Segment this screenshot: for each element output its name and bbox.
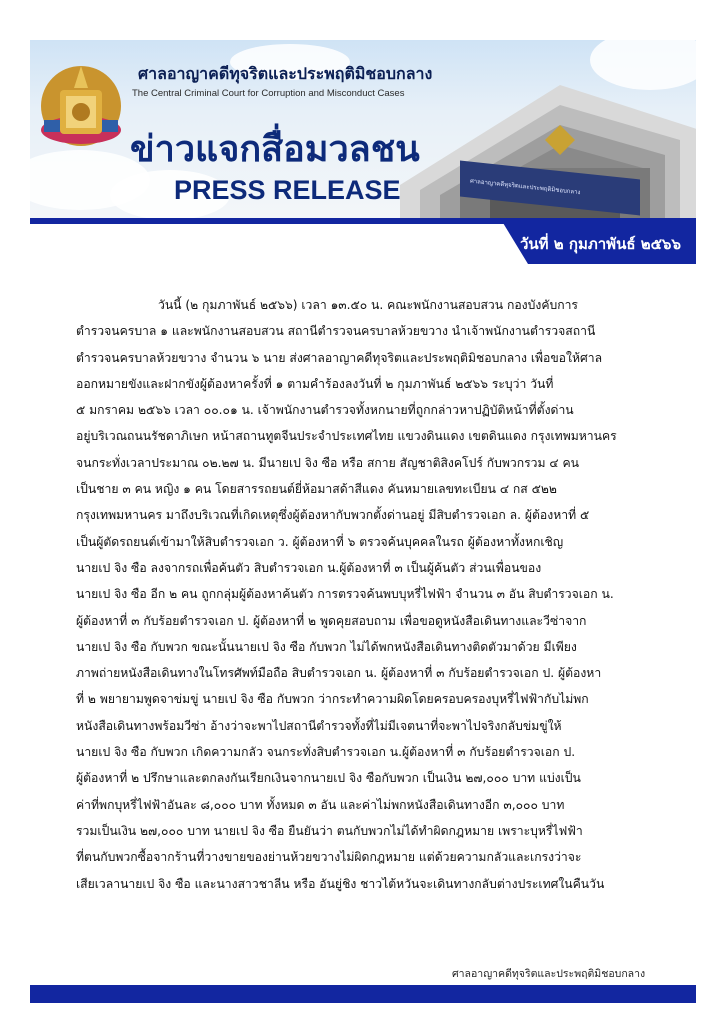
press-release-body xyxy=(76,292,652,897)
body-line: นายเป จิง ซือ ลงจากรถเพื่อค้นตัว สิบตำรวจเอก น.ผู้ต้องหาที่ ๓ เป็นผู้ค้นตัว ส่วนเพื่อนของ xyxy=(76,560,542,575)
body-line: ออกหมายขังและฝากขังผู้ต้องหาครั้งที่ ๑ ตามคำร้องลงวันที่ ๒ กุมภาพันธ์ ๒๕๖๖ ระบุว่า วันที่ xyxy=(76,376,554,391)
footer-court-name: ศาลอาญาคดีทุจริตและประพฤติมิชอบกลาง xyxy=(452,968,646,980)
building-sign: ศาลอาญาคดีทุจริตและประพฤติมิชอบกลาง xyxy=(460,161,640,216)
body-line: ค่าที่พกบุหรี่ไฟฟ้าอันละ ๘,๐๐๐ บาท ทั้งหมด ๓ อัน และค่าไม่พกหนังสือเดินทางอีก ๓,๐๐๐ บาท xyxy=(76,797,565,812)
body-line: ที่ตนกับพวกซื้อจากร้านที่วางขายของย่านห้วยขวางไม่ผิดกฎหมาย แต่ด้วยความกลัวและเกรงว่าจะ xyxy=(76,850,582,865)
body-line: ๕ มกราคม ๒๕๖๖ เวลา ๐๐.๐๑ น. เจ้าพนักงานตำรวจทั้งหกนายที่ถูกกล่าวหาปฏิบัติหน้าที่ตั้งด่าน xyxy=(76,403,574,418)
footer-bar xyxy=(30,985,696,1003)
release-date: วันที่ ๒ กุมภาพันธ์ ๒๕๖๖ xyxy=(520,235,681,253)
body-line: รวมเป็นเงิน ๒๗,๐๐๐ บาท นายเป จิง ซือ ยืนยันว่า ตนกับพวกไม่ได้ทำผิดกฎหมาย เพราะบุหรี่ไฟฟ้า xyxy=(76,823,583,838)
body-line: จนกระทั่งเวลาประมาณ ๐๒.๒๗ น. มีนายเป จิง ซือ หรือ สกาย สัญชาติสิงคโปร์ กับพวกรวม ๔ คน xyxy=(76,455,579,470)
press-release-title-thai: ข่าวแจกสื่อมวลชน xyxy=(130,129,420,170)
body-line: อยู่บริเวณถนนรัชดาภิเษก หน้าสถานทูตจีนประจำประเทศไทย แขวงดินแดง เขตดินแดง กรุงเทพมหานคร xyxy=(76,429,617,444)
body-line: เป็นชาย ๓ คน หญิง ๑ คน โดยสารรถยนต์ยี่ห้อมาสด้าสีแดง คันหมายเลขทะเบียน ๔ กส ๕๒๒ xyxy=(76,482,557,497)
body-line: วันนี้ (๒ กุมภาพันธ์ ๒๕๖๖) เวลา ๑๓.๕๐ น. คณะพนักงานสอบสวน กองบังคับการ xyxy=(158,298,578,312)
body-line: นายเป จิง ซือ อีก ๒ คน ถูกกลุ่มผู้ต้องหาค้นตัว การตรวจค้นพบบุหรี่ไฟฟ้า จำนวน ๓ อัน สิบตำรวจเอก น. xyxy=(76,587,614,602)
court-name-thai: ศาลอาญาคดีทุจริตและประพฤติมิชอบกลาง xyxy=(138,64,433,83)
header-banner xyxy=(30,40,696,218)
body-line: นายเป จิง ซือ กับพวก เกิดความกลัว จนกระทั่งสิบตำรวจเอก น.ผู้ต้องหาที่ ๓ กับร้อยตำรวจเอก ป. xyxy=(76,745,576,760)
press-release-title-english: PRESS RELEASE xyxy=(174,175,401,205)
body-line: หนังสือเดินทางพร้อมวีซ่า อ้างว่าจะพาไปสถานีตำรวจทั้งที่ไม่มีเจตนาที่จะพาไปจริงกลับข่มขู่ให้ xyxy=(76,718,562,733)
body-line: ที่ ๒ พยายามพูดจาข่มขู่ นายเป จิง ซือ กับพวก ว่ากระทำความผิดโดยครอบครองบุหรี่ไฟฟ้ากับไม่พก xyxy=(76,692,589,707)
body-line: ผู้ต้องหาที่ ๓ กับร้อยตำรวจเอก ป. ผู้ต้องหาที่ ๒ พูดคุยสอบถาม เพื่อขอดูหนังสือเดินทางและวีซ่าจาก xyxy=(76,613,587,628)
body-line: ผู้ต้องหาที่ ๒ ปรึกษาและตกลงกันเรียกเงินจากนายเป จิง ซือกับพวก เป็นเงิน ๒๗,๐๐๐ บาท แบ่งเป็น xyxy=(76,771,581,786)
body-line: ตำรวจนครบาล ๑ และพนักงานสอบสวน สถานีตำรวจนครบาลห้วยขวาง นำเจ้าพนักงานตำรวจสถานี xyxy=(76,324,596,339)
body-line: ตำรวจนครบาลห้วยขวาง จำนวน ๖ นาย ส่งศาลอาญาคดีทุจริตและประพฤติมิชอบกลาง เพื่อขอให้ศาล xyxy=(76,350,603,365)
body-line: เสียเวลานายเป จิง ซือ และนางสาวชาลีน หรือ อันยู่ชิง ชาวไต้หวันจะเดินทางกลับต่างประเทศในคืนวัน xyxy=(76,876,605,891)
court-name-english: The Central Criminal Court for Corruption and Misconduct Cases xyxy=(132,88,405,99)
body-line: ภาพถ่ายหนังสือเดินทางในโทรศัพท์มือถือ สิบตำรวจเอก น. ผู้ต้องหาที่ ๓ กับร้อยตำรวจเอก ป. ผู้ต้องหา xyxy=(76,666,602,681)
body-line: เป็นผู้ตัดรถยนต์เข้ามาให้สิบตำรวจเอก ว. ผู้ต้องหาที่ ๖ ตรวจค้นบุคคลในรถ ผู้ต้องหาทั้งหกเชิญ xyxy=(76,534,564,549)
body-line: กรุงเทพมหานคร มาถึงบริเวณที่เกิดเหตุซึ่งผู้ต้องหากับพวกตั้งด่านอยู่ มีสิบตำรวจเอก ล. ผู้ต้องหาที่ ๕ xyxy=(76,508,590,523)
body-line: นายเป จิง ซือ กับพวก ขณะนั้นนายเป จิง ซือ กับพวก ไม่ได้พกหนังสือเดินทางติดตัวมาด้วย มีเพียง xyxy=(76,639,577,654)
court-emblem-icon xyxy=(38,60,124,152)
